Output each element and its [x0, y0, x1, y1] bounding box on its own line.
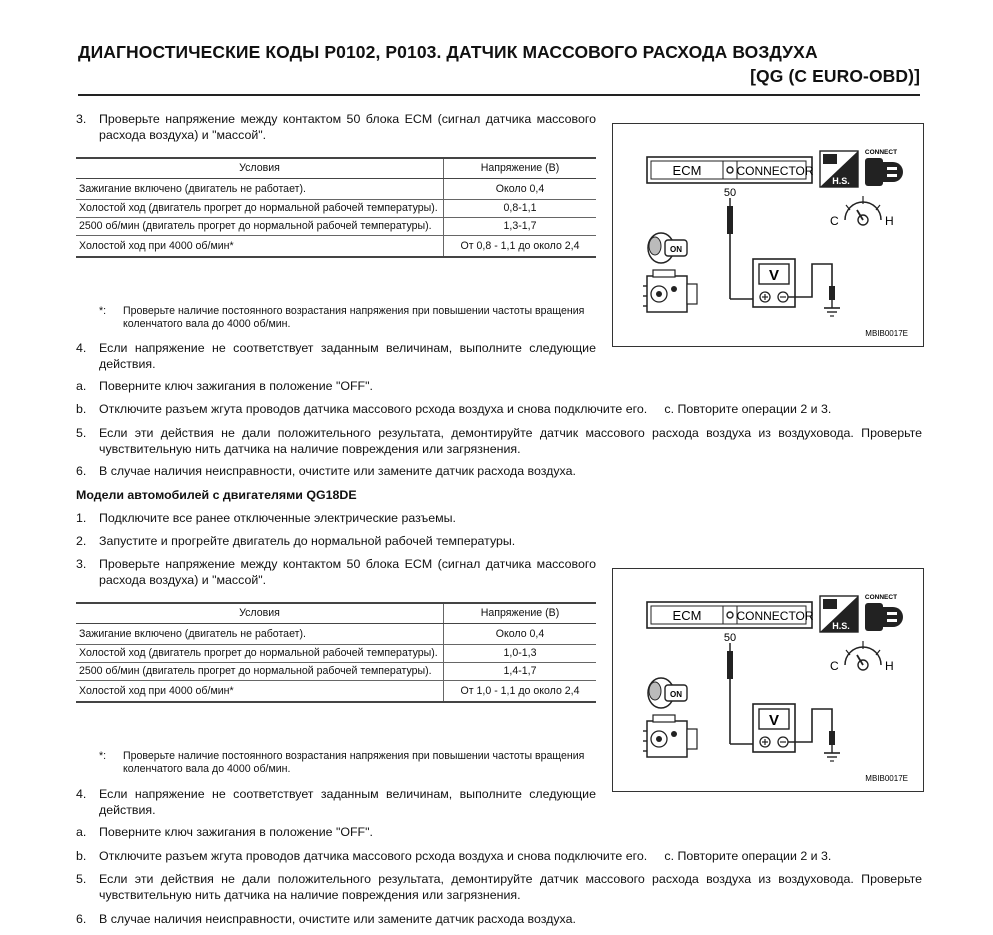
table-footnote [99, 750, 599, 776]
table-row [76, 645, 596, 663]
step-text: Если эти действия не дали положительного результата, демонтируйте датчик массового расхода воздуха из воздуховода. Проверьте чувствительную нить датчика на наличие повреждения или загрязнения. [99, 426, 922, 456]
pin-label: 50 [723, 187, 737, 199]
voltage-cell: 1,0-1,3 [444, 645, 597, 663]
table-header-voltage: Напряжение (В) [444, 158, 597, 179]
ecm-label: ECM [672, 163, 702, 178]
condition-cell: Холостой ход при 4000 об/мин* [76, 236, 444, 258]
step-number: 3. [76, 557, 87, 571]
table-footnote [99, 305, 599, 331]
voltmeter-label: V [768, 712, 780, 729]
voltage-table [76, 602, 596, 703]
step-text: Проверьте напряжение между контактом 50 блока ECM (сигнал датчика массового расхода воздуха) и "массой". [99, 112, 596, 142]
connect-plug-icon [865, 158, 883, 186]
on-label: ON [670, 245, 682, 254]
connect-plug-icon [865, 603, 883, 631]
step-number: 4. [76, 787, 87, 801]
step-text: Отключите разъем жгута проводов датчика массового рсхода воздуха и снова подключите его. с. Повторите операции 2 и 3. [99, 402, 832, 416]
table-row [76, 200, 596, 218]
cold-label: C [830, 214, 839, 228]
title-line-2: [QG (C EURO-OBD)] [750, 66, 920, 86]
wiring-figure [612, 123, 924, 347]
wiring-diagram [613, 569, 923, 791]
table-header-conditions: Условия [76, 158, 444, 179]
table-header-voltage: Напряжение (В) [444, 603, 597, 624]
voltage-cell: 0,8-1,1 [444, 200, 597, 218]
step-text: Если эти действия не дали положительного результата, демонтируйте датчик массового расхода воздуха из воздуховода. Проверьте чувствительную нить датчика на наличие повреждения или загрязнения. [99, 872, 922, 902]
condition-cell: Холостой ход при 4000 об/мин* [76, 681, 444, 703]
hs-label: H.S. [832, 176, 850, 186]
condition-cell: Зажигание включено (двигатель не работает). [76, 624, 444, 645]
voltmeter-label: V [768, 267, 780, 284]
table-row [76, 179, 596, 200]
step-letter: a. [76, 379, 87, 393]
condition-cell: Холостой ход (двигатель прогрет до нормальной рабочей температуры). [76, 200, 444, 218]
footnote-text: Проверьте наличие постоянного возрастания напряжения при повышении частоты вращения коленчатого вала до 4000 об/мин. [123, 305, 585, 330]
step-text: Запустите и прогрейте двигатель до нормальной рабочей температуры. [99, 534, 516, 548]
table-row [76, 218, 596, 236]
figure-code: MBIB0017E [865, 329, 908, 338]
step-number: 3. [76, 112, 87, 126]
engine-icon [643, 270, 697, 312]
step-number: 5. [76, 872, 87, 886]
connect-label: CONNECT [864, 149, 898, 156]
step-letter: a. [76, 825, 87, 839]
connector-label: CONNECTOR [736, 609, 814, 623]
step-text: Проверьте напряжение между контактом 50 блока ECM (сигнал датчика массового расхода воздуха) и "массой". [99, 557, 596, 587]
step-text: В случае наличия неисправности, очистите или замените датчик расхода воздуха. [99, 912, 576, 926]
step-number: 6. [76, 912, 87, 926]
cold-label: C [830, 659, 839, 673]
step-number: 6. [76, 464, 87, 478]
condition-cell: Холостой ход (двигатель прогрет до нормальной рабочей температуры). [76, 645, 444, 663]
step-text: Подключите все ранее отключенные электрические разъемы. [99, 511, 456, 525]
section-heading: Модели автомобилей с двигателями QG18DE [76, 488, 357, 502]
step-number: 1. [76, 511, 87, 525]
voltage-table [76, 157, 596, 258]
page-title [78, 40, 920, 88]
voltage-cell: 1,3-1,7 [444, 218, 597, 236]
table-row [76, 236, 596, 258]
table-row [76, 681, 596, 703]
connector-label: CONNECTOR [736, 164, 814, 178]
voltage-cell: Около 0,4 [444, 179, 597, 200]
wiring-figure [612, 568, 924, 792]
step-text: Если напряжение не соответствует заданным величинам, выполните следующие действия. [99, 787, 596, 817]
voltage-cell: От 1,0 - 1,1 до около 2,4 [444, 681, 597, 703]
ignition-key-icon [648, 233, 687, 263]
voltage-cell: От 0,8 - 1,1 до около 2,4 [444, 236, 597, 258]
step-letter: b. [76, 402, 87, 416]
title-line-1: ДИАГНОСТИЧЕСКИЕ КОДЫ P0102, P0103. ДАТЧИК МАССОВОГО РАСХОДА ВОЗДУХА [78, 42, 818, 62]
pin-label: 50 [723, 632, 737, 644]
figure-code: MBIB0017E [865, 774, 908, 783]
probe [727, 206, 733, 234]
footnote-mark: *: [99, 305, 107, 317]
condition-cell: 2500 об/мин (двигатель прогрет до нормальной рабочей температуры). [76, 218, 444, 236]
title-divider [78, 94, 920, 96]
footnote-mark: *: [99, 750, 107, 762]
voltage-cell: Около 0,4 [444, 624, 597, 645]
ignition-key-icon [648, 678, 687, 708]
step-number: 5. [76, 426, 87, 440]
step-text: Отключите разъем жгута проводов датчика массового рсхода воздуха и снова подключите его. с. Повторите операции 2 и 3. [99, 849, 832, 863]
voltage-cell: 1,4-1,7 [444, 663, 597, 681]
table-row [76, 624, 596, 645]
connect-label: CONNECT [864, 594, 898, 601]
footnote-text: Проверьте наличие постоянного возрастания напряжения при повышении частоты вращения коленчатого вала до 4000 об/мин. [123, 750, 585, 775]
hot-label: H [885, 659, 894, 673]
step-letter: b. [76, 849, 87, 863]
on-label: ON [670, 690, 682, 699]
hot-label: H [885, 214, 894, 228]
condition-cell: 2500 об/мин (двигатель прогрет до нормальной рабочей температуры). [76, 663, 444, 681]
step-text: Поверните ключ зажигания в положение "OFF". [99, 825, 373, 839]
step-text: В случае наличия неисправности, очистите или замените датчик расхода воздуха. [99, 464, 576, 478]
hs-label: H.S. [832, 621, 850, 631]
probe [727, 651, 733, 679]
ecm-label: ECM [672, 608, 702, 623]
step-text: Если напряжение не соответствует заданным величинам, выполните следующие действия. [99, 341, 596, 371]
wiring-diagram [613, 124, 923, 346]
engine-icon [643, 715, 697, 757]
table-row [76, 663, 596, 681]
step-number: 4. [76, 341, 87, 355]
condition-cell: Зажигание включено (двигатель не работает). [76, 179, 444, 200]
table-header-conditions: Условия [76, 603, 444, 624]
step-text: Поверните ключ зажигания в положение "OFF". [99, 379, 373, 393]
step-number: 2. [76, 534, 87, 548]
